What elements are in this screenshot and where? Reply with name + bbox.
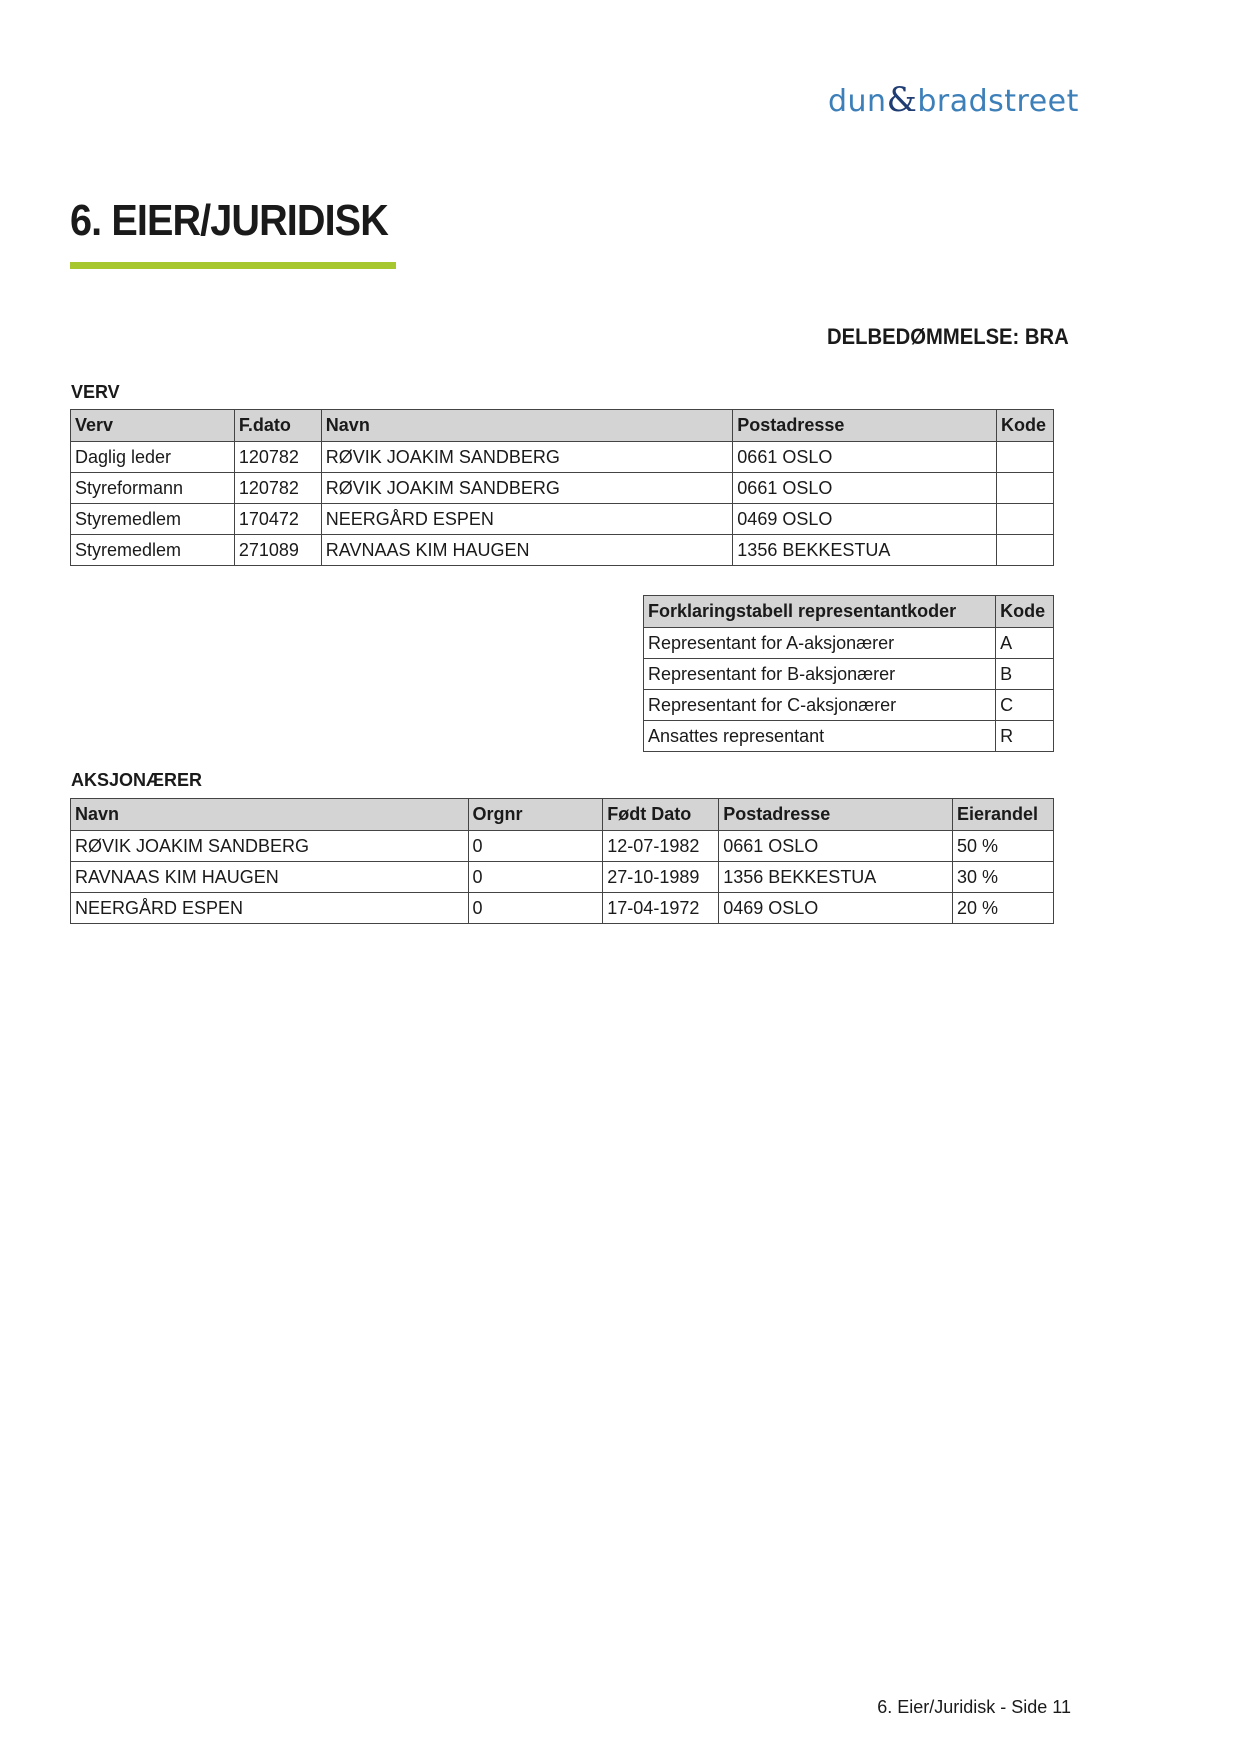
table-row [71,535,1054,566]
table-cell: 0661 OSLO [733,442,997,473]
table-cell: B [996,659,1054,690]
column-header-verv: Verv [71,410,235,442]
table-cell: RØVIK JOAKIM SANDBERG [71,831,469,862]
table-cell: R [996,721,1054,752]
aksjonaerer-heading: AKSJONÆRER [71,770,203,790]
rating-label: DELBEDØMMELSE: BRA [827,324,1069,349]
table-cell: NEERGÅRD ESPEN [321,504,733,535]
table-cell: Representant for C-aksjonærer [644,690,996,721]
dun-bradstreet-logo [828,80,1079,120]
table-header-row [71,799,1054,831]
column-header-postadresse: Postadresse [719,799,953,831]
logo-text-left: dun [828,84,887,119]
table-cell: Styreformann [71,473,235,504]
table-cell: 0 [468,831,603,862]
table-cell: 27-10-1989 [603,862,719,893]
table-cell [996,442,1053,473]
table-header-row [71,410,1054,442]
table-row [71,504,1054,535]
column-header-kode: Kode [996,596,1054,628]
table-cell: Styremedlem [71,504,235,535]
table-cell: 0 [468,862,603,893]
table-cell [996,473,1053,504]
representative-codes-table [643,595,1054,752]
logo-ampersand: & [886,80,918,120]
table-row [644,659,1054,690]
table-cell: Ansattes representant [644,721,996,752]
table-row [71,831,1054,862]
table-cell: RØVIK JOAKIM SANDBERG [321,473,733,504]
table-cell: 120782 [234,442,321,473]
table-row [644,628,1054,659]
title-underline [70,262,396,269]
column-header-forklaring: Forklaringstabell representantkoder [644,596,996,628]
table-cell: 0661 OSLO [719,831,953,862]
table-cell: 20 % [953,893,1054,924]
column-header-postadresse: Postadresse [733,410,997,442]
table-cell: Daglig leder [71,442,235,473]
column-header-kode: Kode [996,410,1053,442]
column-header-navn: Navn [321,410,733,442]
column-header-navn: Navn [71,799,469,831]
table-cell: Representant for A-aksjonærer [644,628,996,659]
table-row [71,442,1054,473]
table-cell: NEERGÅRD ESPEN [71,893,469,924]
table-cell: 12-07-1982 [603,831,719,862]
table-cell: C [996,690,1054,721]
table-cell: 0 [468,893,603,924]
page-title: 6. EIER/JURIDISK [70,196,388,245]
table-row [71,862,1054,893]
table-cell: 0469 OSLO [719,893,953,924]
table-cell: 1356 BEKKESTUA [733,535,997,566]
column-header-fdato: F.dato [234,410,321,442]
verv-table [70,409,1054,566]
table-cell: RAVNAAS KIM HAUGEN [71,862,469,893]
column-header-orgnr: Orgnr [468,799,603,831]
verv-heading: VERV [71,382,120,402]
table-cell: 0661 OSLO [733,473,997,504]
table-cell [996,504,1053,535]
table-cell: A [996,628,1054,659]
table-cell: Representant for B-aksjonærer [644,659,996,690]
table-row [71,473,1054,504]
table-cell: 271089 [234,535,321,566]
table-cell: 50 % [953,831,1054,862]
aksjonaerer-table [70,798,1054,924]
table-cell [996,535,1053,566]
table-cell: RAVNAAS KIM HAUGEN [321,535,733,566]
table-header-row [644,596,1054,628]
table-row [644,721,1054,752]
page-footer: 6. Eier/Juridisk - Side 11 [877,1697,1071,1717]
table-cell: 30 % [953,862,1054,893]
column-header-eierandel: Eierandel [953,799,1054,831]
table-cell: 120782 [234,473,321,504]
logo-text-right: bradstreet [917,84,1079,119]
table-row [644,690,1054,721]
table-cell: 170472 [234,504,321,535]
table-cell: RØVIK JOAKIM SANDBERG [321,442,733,473]
table-cell: 17-04-1972 [603,893,719,924]
table-cell: 1356 BEKKESTUA [719,862,953,893]
table-cell: Styremedlem [71,535,235,566]
column-header-fodt-dato: Født Dato [603,799,719,831]
table-row [71,893,1054,924]
table-cell: 0469 OSLO [733,504,997,535]
